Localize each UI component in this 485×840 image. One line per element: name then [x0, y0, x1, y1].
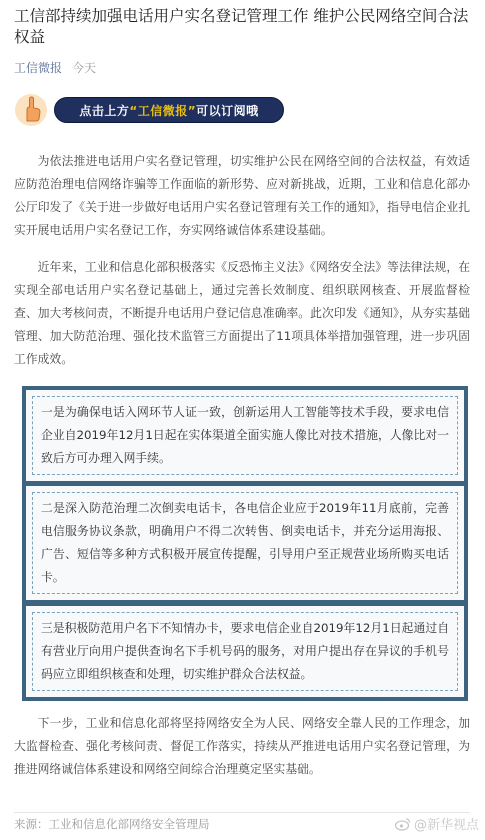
watermark-text: @新华视点: [413, 818, 479, 833]
subscribe-banner-pill[interactable]: [54, 97, 284, 123]
article-meta: [14, 60, 96, 76]
article-title: 工信部持续加强电话用户实名登记管理工作 维护公民网络空间合法权益: [14, 7, 469, 46]
subscribe-banner[interactable]: [14, 92, 314, 128]
measure-box-2: [22, 482, 468, 604]
author-link[interactable]: 工信微报: [14, 61, 63, 75]
watermark: [395, 814, 479, 833]
weibo-icon: [395, 817, 411, 831]
banner-text-highlight: “工信微报”: [129, 103, 197, 118]
pointing-hand-icon: [14, 93, 48, 127]
measure-box-2-text: 二是深入防范治理二次倒卖电话卡，各电信企业应于2019年11月底前，完善电信服务协议条款，明确用户不得二次转售、倒卖电话卡，并充分运用海报、广告、短信等多种方式积极开展宣传提醒，引导用户至正规营业场所购买电话卡。: [32, 492, 458, 594]
measure-box-1: [22, 386, 468, 485]
measure-box-1-text: 一是为确保电话入网环节人证一致，创新运用人工智能等技术手段，要求电信企业自2019年12月1日起在实体渠道全面实施人像比对技术措施，人像比对一致后方可办理入网手续。: [32, 396, 458, 475]
banner-text-after: 可以订阅哦: [196, 103, 259, 118]
source-line: 来源：工业和信息化部网络安全管理局: [14, 812, 470, 833]
publish-date: 今天: [72, 61, 97, 75]
paragraph-background: 近年来，工业和信息化部积极落实《反恐怖主义法》《网络安全法》等法律法规，在实现全部电话用户实名登记基础上，通过完善长效制度、组织联网核查、开展监督检查、加大考核问责，不断提升电话用户登记信息准确率。此次印发《通知》，从夯实基础管理、加大防范治理、强化技术监管三方面提出了11项具体举措加强管理，进一步巩固工作成效。: [14, 260, 470, 366]
banner-text-before: 点击上方: [79, 103, 130, 118]
measure-box-3: [22, 602, 468, 701]
paragraph-next-steps: 下一步，工业和信息化部将坚持网络安全为人民、网络安全靠人民的工作理念，加大监督检查、强化考核问责、督促工作落实，持续从严推进电话用户实名登记管理，为推进网络诚信体系建设和网络空间综合治理奠定坚实基础。: [14, 716, 470, 776]
measure-box-3-text: 三是积极防范用户名下不知情办卡，要求电信企业自2019年12月1日起通过自有营业厅向用户提供查询名下手机号码的服务，对用户提出存在异议的手机号码应立即组织核查和处理，切实维护群众合法权益。: [32, 612, 458, 691]
paragraph-intro: 为依法推进电话用户实名登记管理，切实维护公民在网络空间的合法权益，有效适应防范治理电信网络诈骗等工作面临的新形势、应对新挑战，近期，工业和信息化部办公厅印发了《关于进一步做好电话用户实名登记管理有关工作的通知》，指导电信企业扎实开展电话用户实名登记工作，夯实网络诚信体系建设基础。: [14, 154, 470, 237]
